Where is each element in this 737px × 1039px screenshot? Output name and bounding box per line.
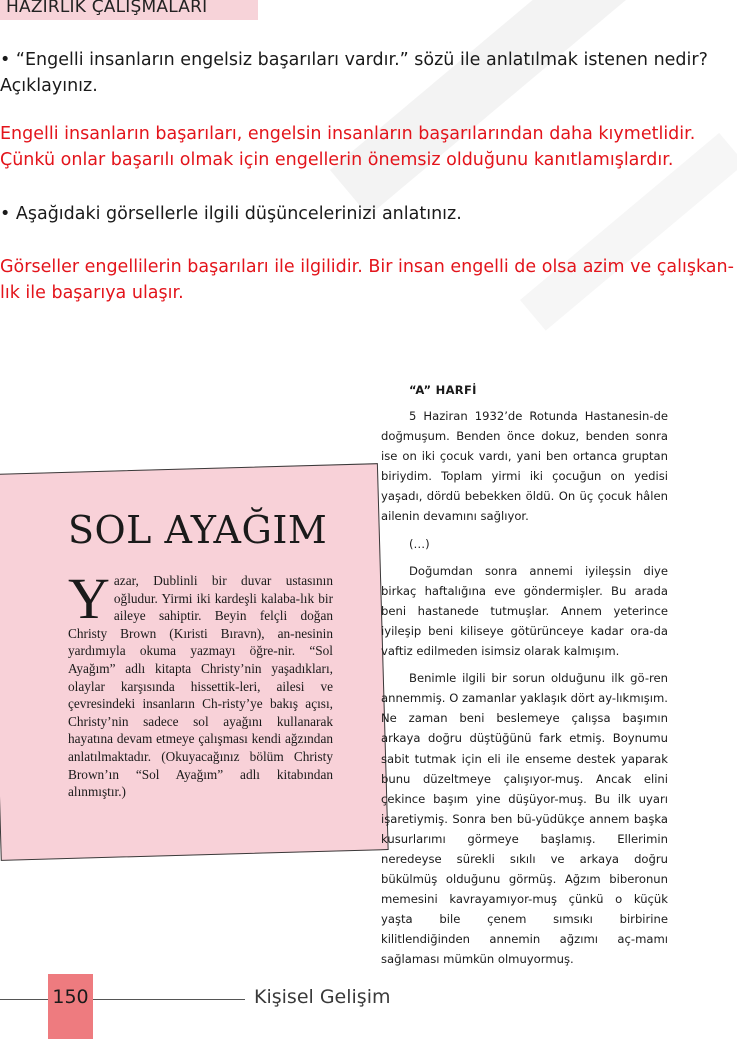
page-number: 150 bbox=[52, 986, 89, 1008]
section-title: HAZIRLIK ÇALIŞMALARI bbox=[6, 0, 208, 17]
question-1: • “Engelli insanların engelsiz başarıları vardır.” sözü ile anlatılmak istenen nedir? Açıklayınız. bbox=[0, 50, 708, 96]
footer-rule bbox=[0, 999, 48, 1000]
story-paragraph: (…) bbox=[409, 536, 430, 551]
footer-book-label: Kişisel Gelişim bbox=[254, 986, 391, 1008]
footer-rule bbox=[93, 999, 245, 1000]
story-column bbox=[381, 383, 668, 977]
story-paragraph: Doğumdan sonra annemi iyileşsin diye birkaç haftalığına eve göndermişler. Bu arada beni hastanede tutmuşlar. Annem yeterince iyileşip beni kiliseye götürünceye kadar ora-da vaftiz edilmeden isimsiz olarak kalmışım. bbox=[381, 563, 668, 659]
story-title: “A” HARFİ bbox=[409, 383, 477, 397]
book-intro-text bbox=[68, 566, 333, 801]
story-paragraph: 5 Haziran 1932’de Rotunda Hastanesin-de doğmuşum. Benden önce dokuz, benden sonra ise on iki çocuk vardı, yani ben ortanca gruptan biriydim. Toplam yirmi iki çocuğun on yedisi yaşadı, dördü bebekken öldü. On üç çocuk hâlen ailenin devamını sağlıyor. bbox=[381, 409, 668, 524]
drop-cap: Y bbox=[68, 566, 110, 631]
question-2: • Aşağıdaki görsellerle ilgili düşüncelerinizi anlatınız. bbox=[0, 204, 462, 224]
book-title: SOL AYAĞIM bbox=[68, 508, 328, 552]
answer-1: Engelli insanların başarıları, engelsin insanların başarılarından daha kıymetlidir. Çünkü onlar başarılı olmak için engellerin önemsiz olduğunu kanıtlamışlardır. bbox=[0, 124, 696, 170]
book-intro-body: azar, Dublinli bir duvar ustasının oğludur. Yirmi iki kardeşli kalaba-lık bir aileye sahiptir. Beyin felçli doğan Christy Brown (Kıristi Bıravn), an-nesinin yardımıyla okuma yazmayı öğre-nir. “Sol Ayağım” adlı kitapta Christy’nin yaşadıkları, olaylar karşısında hissettik-leri, ailesi ve çevresindeki insanların Ch-risty’ye bakış açısı, Christy’nin sadece sol ayağını kullanarak hayatına devam etmeye çalışması kendi ağzından anlatılmaktadır. (Okuyacağınız bölüm Christy Brown’ın “Sol Ayağım” adlı kitabından alınmıştır.) bbox=[68, 573, 333, 800]
story-paragraph: Benimle ilgili bir sorun olduğunu ilk gö-ren annemmiş. O zamanlar yaklaşık dört ay-lıkmışım. Ne zaman beni beslemeye çalışsa başımın arkaya doğru düştüğünü fark etmiş. Boynumu sabit tutmak için eli ile enseme destek yaparak bunu düzeltmeye çalışıyor-muş. Ancak elini çekince başım yine düşüyor-muş. Bu ilk uyarı işaretiymiş. Sonra ben bü-yüdükçe annem başka kusurlarımı görmeye başlamış. Ellerimin neredeyse sürekli sıkılı ve arkaya doğru bükülmüş olduğunu görmüş. Ağzım biberonun memesini kavrayamıyor-muş çünkü o küçük yaşta bile çenem sımsıkı birbirine kilitlendiğinden annemin ağzımı aç-mamı sağlaması mümkün olmuyormuş. bbox=[381, 671, 668, 967]
background-watermark-stripe bbox=[330, 0, 690, 216]
answer-2: Görseller engellilerin başarıları ile ilgilidir. Bir insan engelli de olsa azim ve çalışkan-lık ile başarıya ulaşır. bbox=[0, 257, 734, 303]
